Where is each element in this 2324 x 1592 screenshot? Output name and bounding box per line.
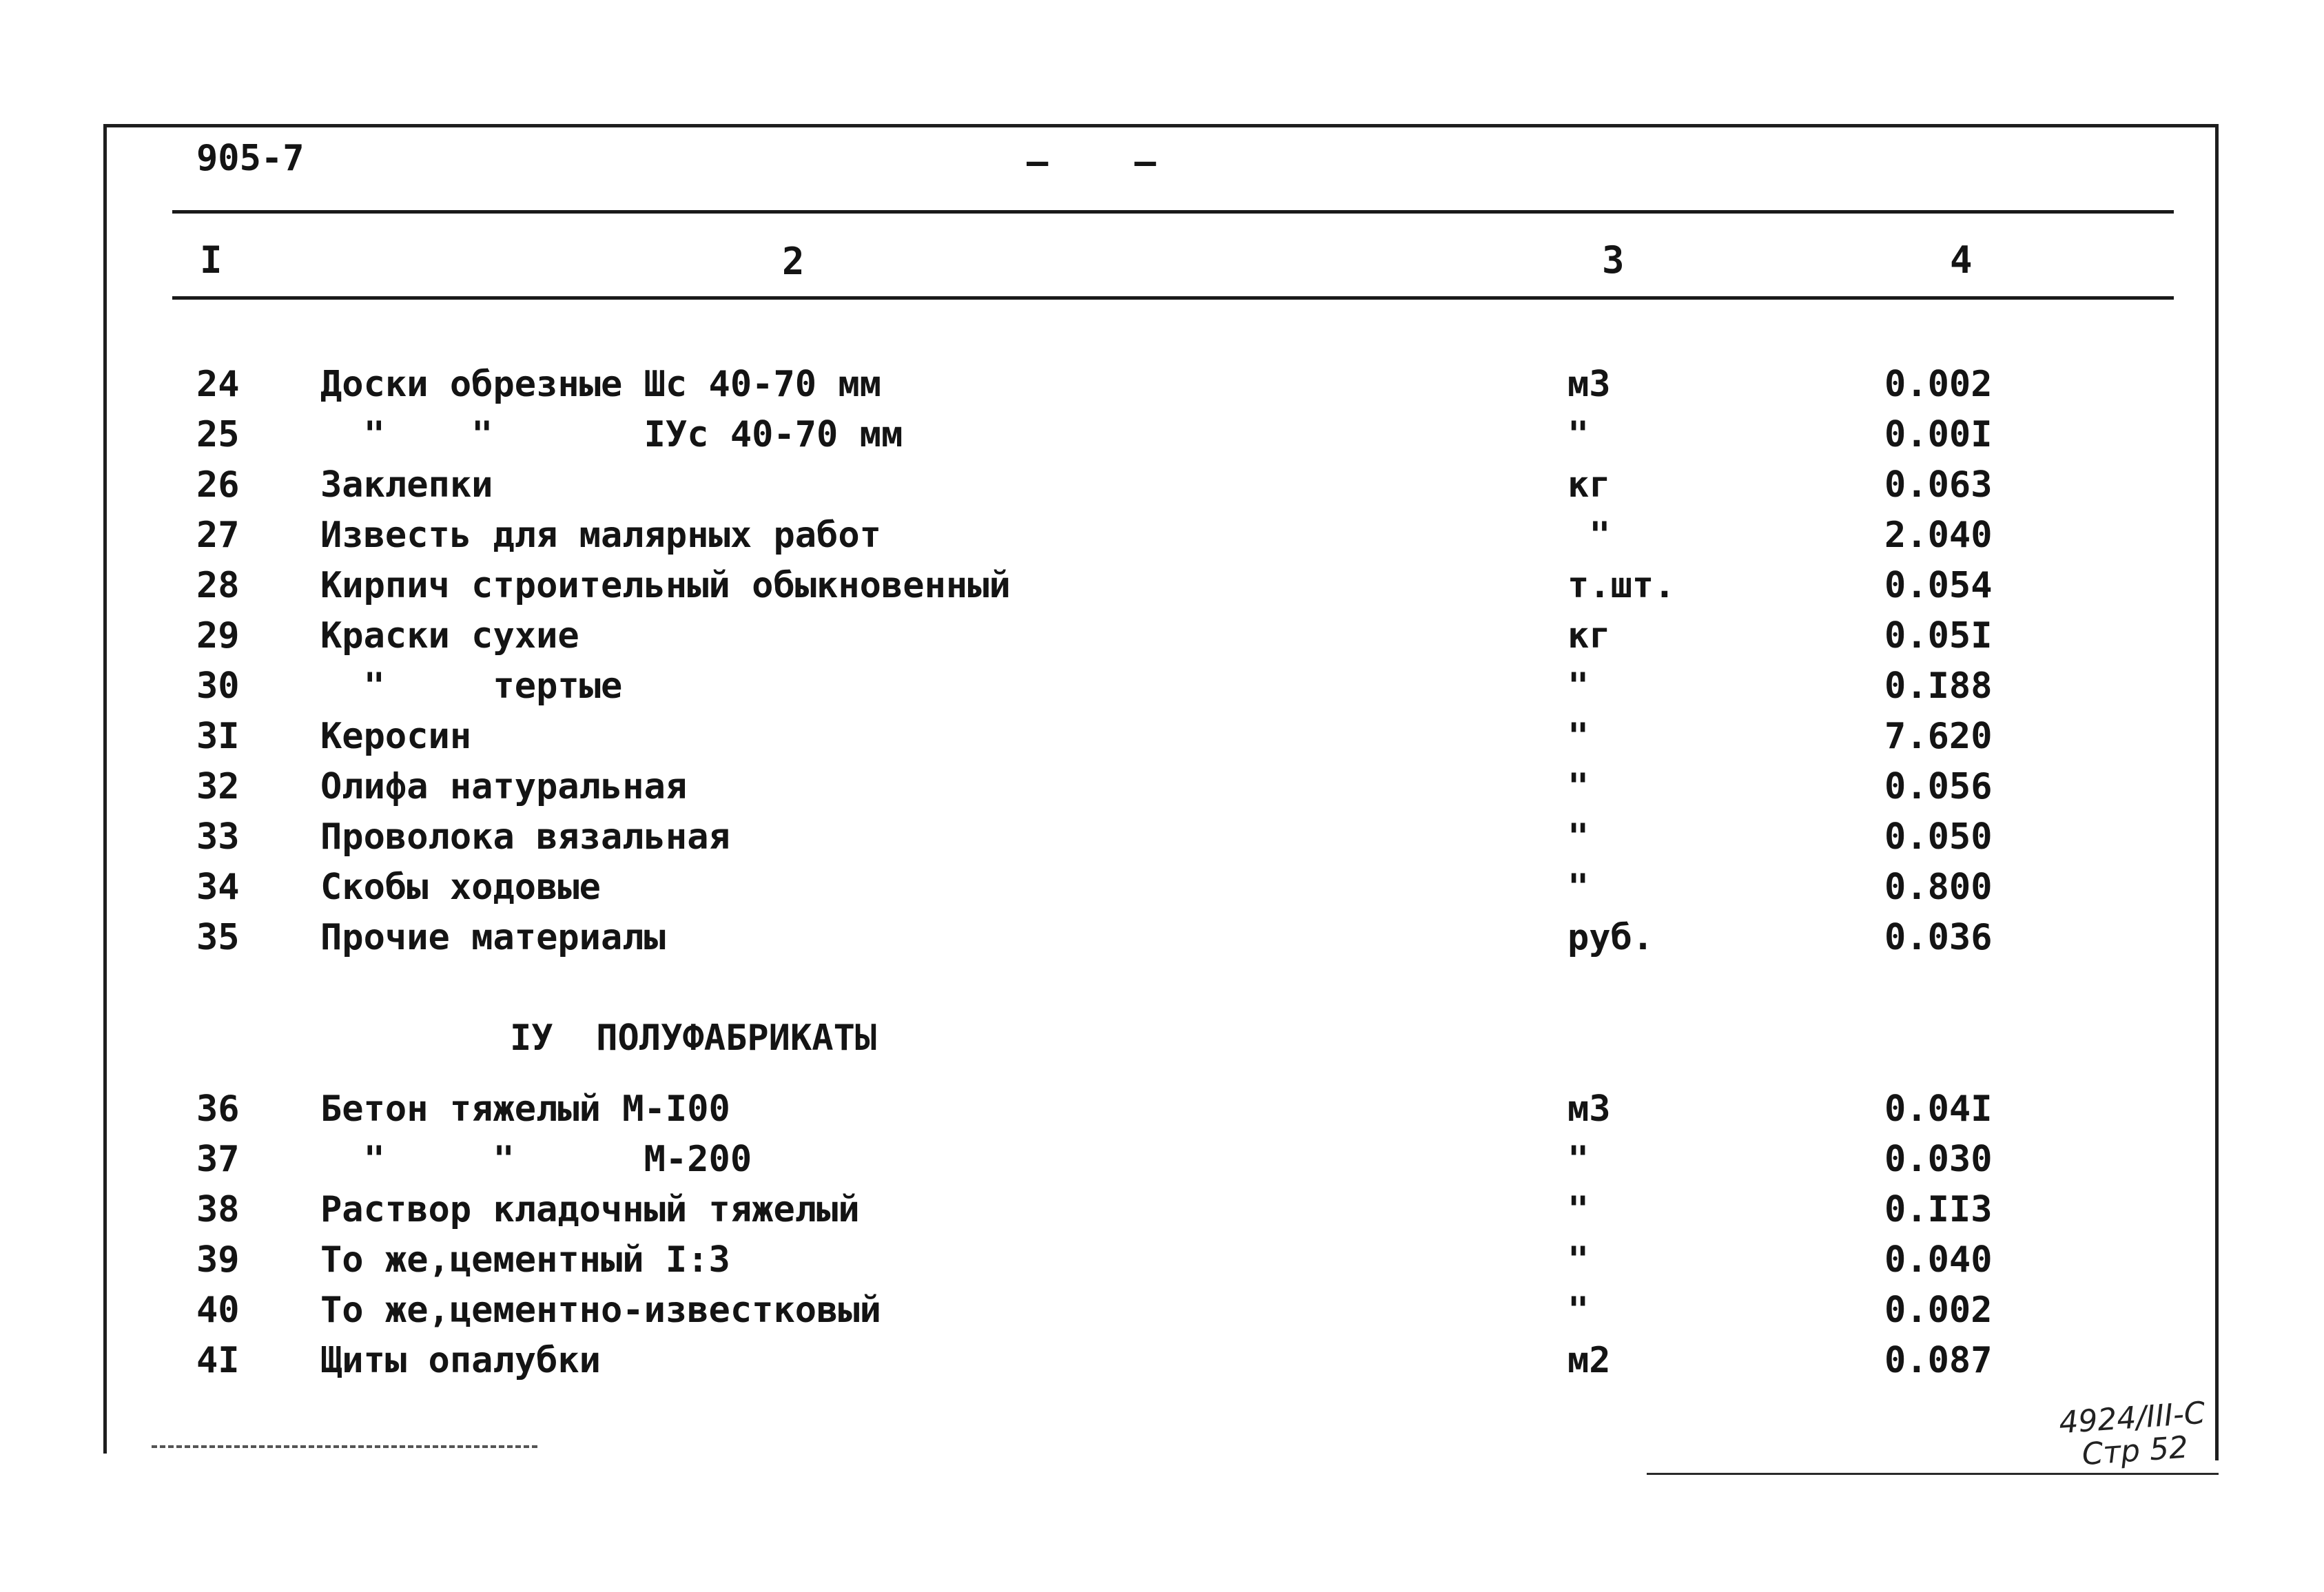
row-unit: кг	[1567, 464, 1611, 506]
row-number: 37	[196, 1139, 240, 1180]
col-header-1: I	[200, 238, 223, 282]
row-quantity: 2.040	[1884, 515, 1993, 556]
row-number: 3I	[196, 716, 240, 757]
col-header-2: 2	[782, 240, 805, 283]
col-header-4: 4	[1950, 238, 1973, 282]
sheet-reference	[2058, 1397, 2209, 1474]
row-name: Олифа натуральная	[320, 766, 688, 807]
row-quantity: 0.050	[1884, 816, 1993, 858]
row-unit: "	[1567, 1139, 1590, 1180]
row-quantity: 0.030	[1884, 1139, 1993, 1180]
row-name: " " IУс 40-70 мм	[320, 414, 903, 455]
row-number: 33	[196, 816, 240, 858]
row-quantity: 0.00I	[1884, 414, 1993, 455]
row-name: То же,цементный I:3	[320, 1239, 730, 1281]
row-quantity: 0.800	[1884, 867, 1993, 908]
row-unit: "	[1567, 716, 1590, 757]
row-unit: "	[1567, 1290, 1590, 1331]
row-name: Кирпич строительный обыкновенный	[320, 565, 1011, 606]
row-unit: кг	[1567, 615, 1611, 657]
row-quantity: 0.036	[1884, 917, 1993, 958]
row-unit: т.шт.	[1567, 565, 1676, 606]
row-quantity: 0.I88	[1884, 665, 1993, 707]
row-name: То же,цементно-известковый	[320, 1290, 881, 1331]
frame-bottom-border	[1647, 1473, 2219, 1475]
row-unit: "	[1567, 816, 1590, 858]
document-code: 905-7	[196, 138, 305, 179]
row-number: 35	[196, 917, 240, 958]
header-rule-top	[172, 210, 2174, 214]
row-number: 26	[196, 464, 240, 506]
row-name: Известь для малярных работ	[320, 515, 881, 556]
frame-left-border	[103, 124, 107, 1454]
row-quantity: 0.087	[1884, 1340, 1993, 1381]
row-unit: "	[1567, 766, 1590, 807]
row-unit: м3	[1567, 1088, 1611, 1130]
row-name: Скобы ходовые	[320, 867, 601, 908]
row-name: Доски обрезные Шс 40-70 мм	[320, 364, 881, 405]
section-title: IУ ПОЛУФАБРИКАТЫ	[510, 1017, 877, 1059]
sheet-code: 4924/III-C	[2057, 1395, 2207, 1441]
page-number: Стр 52	[2081, 1429, 2190, 1473]
row-name: Щиты опалубки	[320, 1340, 601, 1381]
row-name: Краски сухие	[320, 615, 579, 657]
row-number: 38	[196, 1189, 240, 1230]
row-number: 34	[196, 867, 240, 908]
row-quantity: 0.054	[1884, 565, 1993, 606]
row-number: 30	[196, 665, 240, 707]
row-quantity: 7.620	[1884, 716, 1993, 757]
row-number: 40	[196, 1290, 240, 1331]
row-number: 24	[196, 364, 240, 405]
row-quantity: 0.002	[1884, 364, 1993, 405]
row-number: 28	[196, 565, 240, 606]
row-name: Заклепки	[320, 464, 493, 506]
row-unit: "	[1567, 414, 1590, 455]
row-quantity: 0.056	[1884, 766, 1993, 807]
row-number: 36	[196, 1088, 240, 1130]
row-unit: руб.	[1567, 917, 1654, 958]
row-unit: "	[1567, 1189, 1590, 1230]
row-number: 4I	[196, 1340, 240, 1381]
row-name: Бетон тяжелый М-I00	[320, 1088, 730, 1130]
row-number: 25	[196, 414, 240, 455]
row-unit: м3	[1567, 364, 1611, 405]
header-rule-bottom	[172, 296, 2174, 300]
row-quantity: 0.04I	[1884, 1088, 1993, 1130]
row-name: Раствор кладочный тяжелый	[320, 1189, 860, 1230]
row-quantity: 0.05I	[1884, 615, 1993, 657]
row-unit: "	[1567, 1239, 1590, 1281]
row-name: " тертые	[320, 665, 623, 707]
row-unit: "	[1567, 515, 1611, 556]
frame-top-border	[103, 124, 2219, 127]
row-name: Керосин	[320, 716, 472, 757]
row-name: Прочие материалы	[320, 917, 666, 958]
header-marks: – –	[1027, 141, 1156, 183]
row-number: 29	[196, 615, 240, 657]
row-number: 32	[196, 766, 240, 807]
row-unit: "	[1567, 867, 1590, 908]
row-name: Проволока вязальная	[320, 816, 730, 858]
row-quantity: 0.063	[1884, 464, 1993, 506]
col-header-3: 3	[1602, 238, 1625, 282]
row-unit: м2	[1567, 1340, 1611, 1381]
frame-right-border	[2215, 124, 2219, 1460]
row-quantity: 0.002	[1884, 1290, 1993, 1331]
frame-bottom-dash	[152, 1445, 537, 1448]
row-number: 39	[196, 1239, 240, 1281]
row-name: " " М-200	[320, 1139, 752, 1180]
row-quantity: 0.040	[1884, 1239, 1993, 1281]
row-unit: "	[1567, 665, 1590, 707]
row-number: 27	[196, 515, 240, 556]
row-quantity: 0.II3	[1884, 1189, 1993, 1230]
